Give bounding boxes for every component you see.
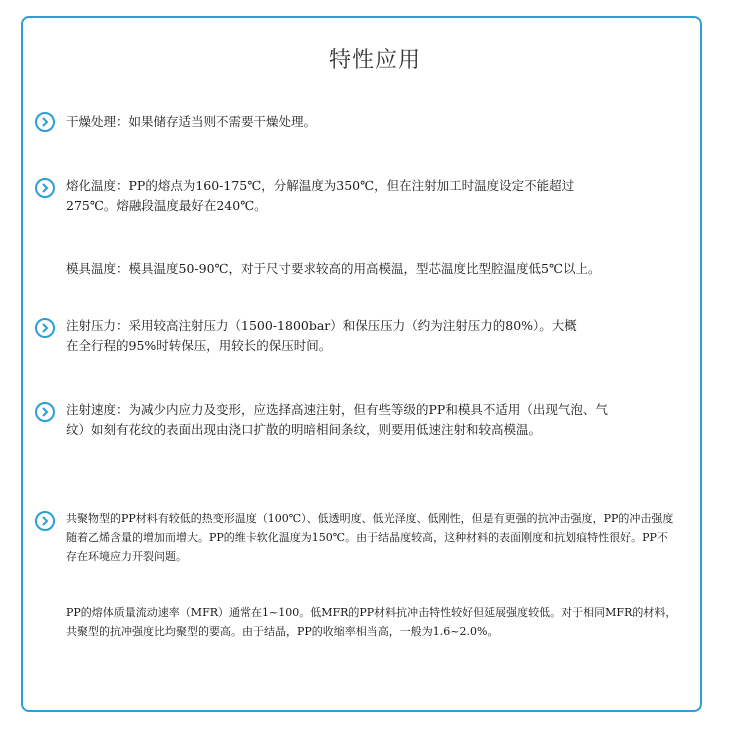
chevron-right-circle-icon	[35, 318, 55, 338]
paragraph-drying: 干燥处理：如果储存适当则不需要干燥处理。	[66, 114, 317, 129]
paragraph-mold-temperature: 模具温度：模具温度50-90℃，对于尺寸要求较高的用高模温，型芯温度比型腔温度低5℃以上。	[66, 261, 601, 276]
chevron-right-circle-icon	[35, 402, 55, 422]
paragraph-copolymer: 共聚物型的PP材料有较低的热变形温度（100℃）、低透明度、低光泽度、低刚性，但是有更强的抗冲击强度，PP的冲击强度随着乙烯含量的增加而增大。PP的维卡软化温度为150℃。由于结晶度较高，这种材料的表面刚度和抗划痕特性很好。PP不存在环境应力开裂问题。	[66, 512, 674, 563]
chevron-right-circle-icon	[35, 511, 55, 531]
paragraph-melt-temperature: 熔化温度：PP的熔点为160-175℃，分解温度为350℃，但在注射加工时温度设定不能超过275℃。熔融段温度最好在240℃。	[66, 178, 575, 213]
paragraph-injection-pressure: 注射压力：采用较高注射压力（1500-1800bar）和保压压力（约为注射压力的80%）。大概在全行程的95%时转保压，用较长的保压时间。	[66, 318, 577, 353]
chevron-right-circle-icon	[35, 112, 55, 132]
paragraph-injection-speed: 注射速度：为减少内应力及变形，应选择高速注射，但有些等级的PP和模具不适用（出现气泡、气纹）如刻有花纹的表面出现由浇口扩散的明暗相间条纹，则要用低速注射和较高模温。	[66, 402, 608, 437]
paragraph-mfr: PP的熔体质量流动速率（MFR）通常在1~100。低MFR的PP材料抗冲击特性较好但延展强度较低。对于相同MFR的材料，共聚型的抗冲强度比均聚型的要高。由于结晶，PP的收缩率相当高，一般为1.6~2.0%。	[66, 606, 677, 638]
chevron-right-circle-icon	[35, 178, 55, 198]
page-title: 特性应用	[328, 48, 421, 73]
